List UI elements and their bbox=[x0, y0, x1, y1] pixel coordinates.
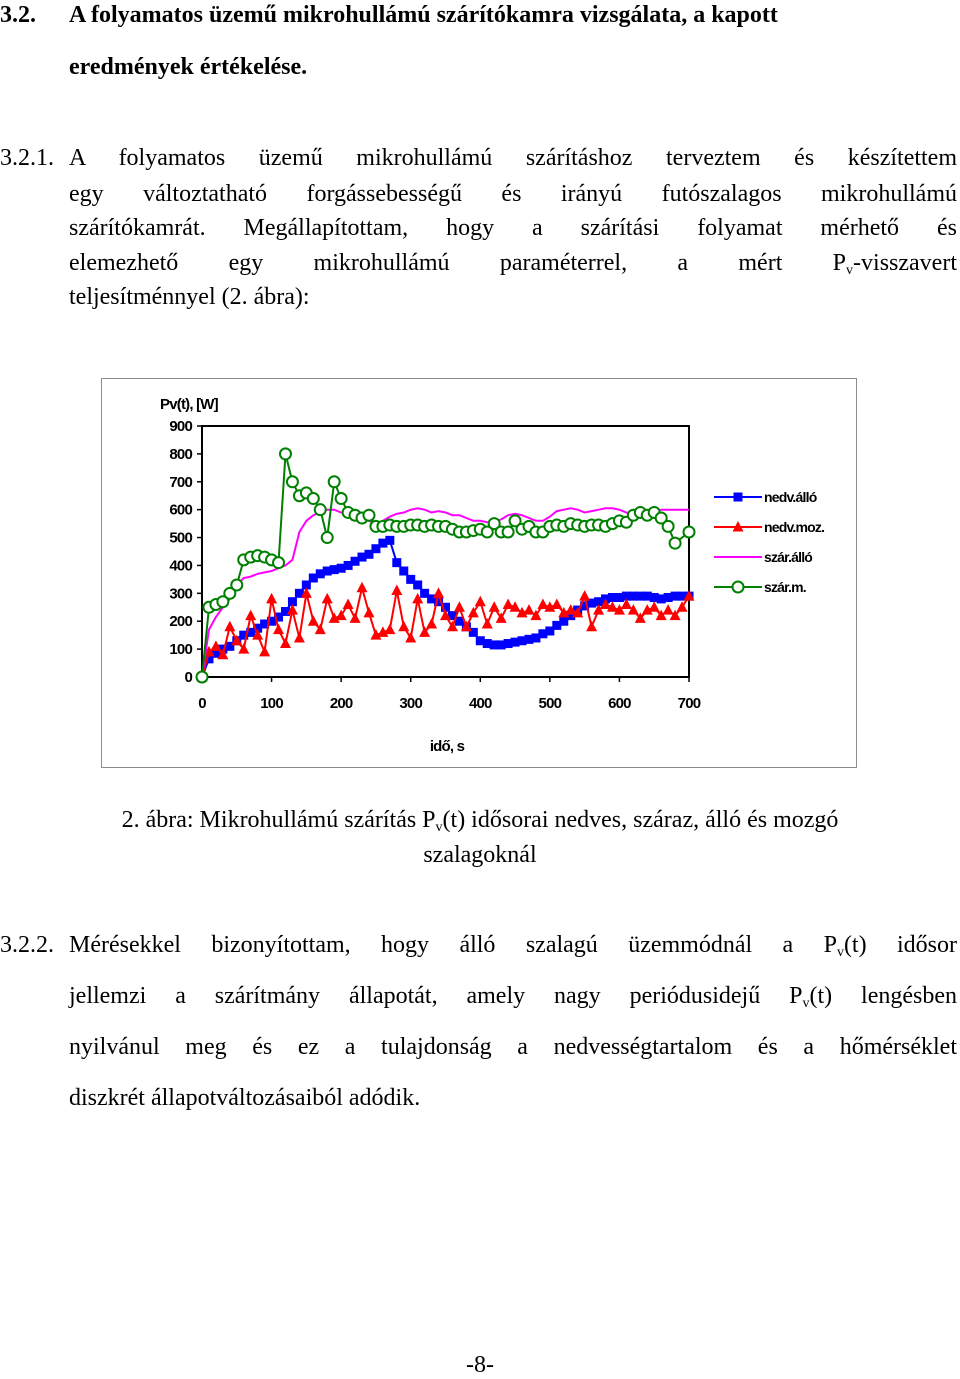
section-number: 3.2. bbox=[0, 2, 36, 28]
y-tick-label: 200 bbox=[169, 613, 192, 631]
series-1-point bbox=[392, 558, 401, 567]
figure-caption-line2: szalagoknál bbox=[423, 842, 537, 868]
series-1-point bbox=[385, 536, 394, 545]
legend-label: nedv.moz. bbox=[764, 519, 825, 535]
y-tick-label: 800 bbox=[169, 445, 192, 463]
series-4-point bbox=[663, 521, 674, 532]
para1-line5: teljesítménnyel (2. ábra): bbox=[69, 284, 310, 310]
legend-label: szár.álló bbox=[764, 549, 813, 565]
x-tick-label: 500 bbox=[538, 695, 562, 712]
legend-label: szár.m. bbox=[764, 579, 806, 595]
x-tick-label: 100 bbox=[260, 695, 283, 712]
para2-line3: nyilvánul meg és ez a tulajdonság a nedvességtartalom és a hőmérséklet bbox=[69, 1034, 957, 1060]
series-4-point bbox=[336, 493, 347, 504]
series-1-point bbox=[399, 567, 408, 576]
para1-number: 3.2.1. bbox=[0, 145, 54, 171]
series-4-point bbox=[273, 557, 284, 568]
x-tick-label: 300 bbox=[399, 695, 423, 712]
x-tick-label: 200 bbox=[329, 695, 353, 712]
y-tick-label: 700 bbox=[169, 473, 192, 491]
y-tick-label: 300 bbox=[169, 585, 192, 603]
series-1-point bbox=[413, 580, 422, 589]
para1-line3: szárítókamrát. Megállapítottam, hogy a szárítási folyamat mérhető és bbox=[69, 215, 957, 241]
para2-line2: jellemzi a szárítmány állapotát, amely nagy periódusidejű $P_v(t)$ lengésben bbox=[69, 983, 957, 1011]
x-tick-label: 0 bbox=[198, 695, 206, 712]
x-tick-label: 400 bbox=[468, 695, 492, 712]
para1-line1: A folyamatos üzemű mikrohullámú szárításhoz terveztem és készítettem bbox=[69, 145, 957, 171]
plot-area bbox=[202, 426, 689, 677]
section-title-line2: eredmények értékelése. bbox=[69, 54, 308, 80]
series-4-point bbox=[280, 448, 291, 459]
y-axis-title: Pv(t), [W] bbox=[160, 396, 218, 413]
y-tick-label: 400 bbox=[169, 557, 192, 575]
series-4-point bbox=[315, 504, 326, 515]
y-tick-label: 500 bbox=[169, 529, 192, 547]
series-4-point bbox=[287, 476, 298, 487]
series-4-point bbox=[363, 510, 374, 521]
chart-frame bbox=[101, 378, 857, 768]
y-tick-label: 900 bbox=[169, 418, 192, 435]
legend-marker bbox=[733, 582, 744, 593]
series-4-point bbox=[308, 493, 319, 504]
series-4-point bbox=[503, 526, 514, 537]
y-tick-label: 0 bbox=[184, 669, 192, 686]
x-tick-label: 600 bbox=[608, 695, 631, 712]
para2-line1: Mérésekkel bizonyítottam, hogy álló szalagú üzemmódnál a $P_v(t)$ idősor bbox=[69, 932, 957, 960]
series-4-point bbox=[322, 532, 333, 543]
series-4-point bbox=[684, 526, 695, 537]
legend-label: nedv.álló bbox=[764, 489, 817, 505]
series-4-point bbox=[231, 579, 242, 590]
y-tick-label: 100 bbox=[169, 641, 192, 659]
legend-marker bbox=[734, 493, 743, 502]
chart bbox=[102, 379, 856, 767]
para2-line4: diszkrét állapotváltozásaiból adódik. bbox=[69, 1085, 421, 1111]
y-tick-label: 600 bbox=[169, 501, 192, 519]
para2-number: 3.2.2. bbox=[0, 932, 54, 958]
para1-line4: elemezhető egy mikrohullámú paraméterrel, a mért $P_v$-visszavert bbox=[69, 250, 957, 278]
x-axis-title: idő, s bbox=[429, 738, 465, 755]
series-4-point bbox=[329, 476, 340, 487]
x-tick-label: 700 bbox=[677, 695, 701, 712]
series-4-point bbox=[197, 672, 208, 683]
para1-line2: egy változtatható forgássebességű és irányú futószalagos mikrohullámú bbox=[69, 181, 957, 207]
figure-caption-line1: 2. ábra: Mikrohullámú szárítás $P_v(t)$ idősorai nedves, száraz, álló és mozgó bbox=[121, 807, 839, 835]
page-number: -8- bbox=[466, 1352, 494, 1378]
section-title-line1: A folyamatos üzemű mikrohullámú szárítókamra vizsgálata, a kapott bbox=[69, 2, 778, 28]
series-4-point bbox=[670, 538, 681, 549]
